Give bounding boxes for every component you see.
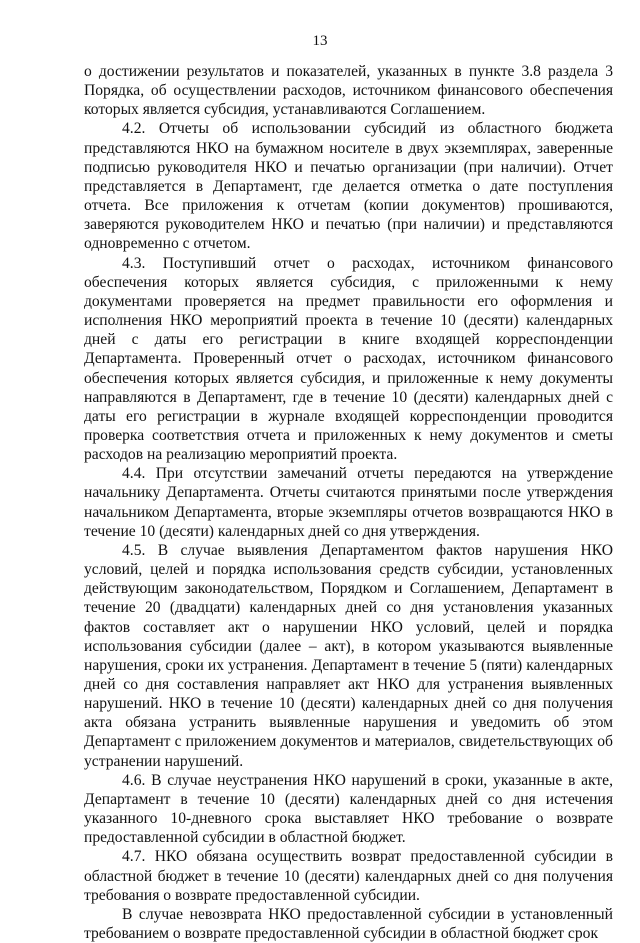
paragraph-4-7: 4.7. НКО обязана осуществить возврат предоставленной субсидии в областной бюджет в течение 10 (десяти) календарных дней со дня получения требования о возврате предоставленной субсидии. <box>84 848 613 904</box>
page-number: 13 <box>312 33 328 49</box>
paragraph-4-3: 4.3. Поступивший отчет о расходах, источником финансового обеспечения которых является субсидия, с приложенными к нему документами проверяется на предмет правильности его оформления и исполнения НКО мероприятий проекта в течение 10 (десяти) календарных дней с даты его регистрации в книге входящей корреспонденции Департамента. Проверенный отчет о расходах, источником финансового обеспечения которых является субсидия, и приложенные к нему документы направляются в Департамент, где в течение 10 (десяти) календарных дней с даты его регистрации в журнале входящей корреспонденции проводится проверка соответствия отчета и приложенных к нему документов и сметы расходов на реализацию мероприятий проекта. <box>84 254 613 464</box>
paragraph-4-2: 4.2. Отчеты об использовании субсидий из областного бюджета представляются НКО на бумажном носителе в двух экземплярах, заверенные подписью руководителя НКО и печатью организации (при наличии). Отчет представляется в Департамент, где делается отметка о дате поступления отчета. Все приложения к отчетам (копии документов) прошиваются, заверяются руководителем НКО и печатью (при наличии) и представляются одновременно с отчетом. <box>84 120 613 253</box>
document-body <box>84 62 613 943</box>
paragraph-4-6: 4.6. В случае неустранения НКО нарушений в сроки, указанные в акте, Департамент в течение 10 (десяти) календарных дней со дня истечения указанного 10-дневного срока выставляет НКО требование о возврате предоставленной субсидии в областной бюджет. <box>84 771 613 847</box>
paragraph-non-return: В случае невозврата НКО предоставленной субсидии в установленный требованием о возврате предоставленной субсидии в областной бюджет срок <box>84 905 613 943</box>
paragraph-4-5: 4.5. В случае выявления Департаментом фактов нарушения НКО условий, целей и порядка использования средств субсидии, установленных действующим законодательством, Порядком и Соглашением, Департамент в течение 20 (двадцати) календарных дней со дня установления указанных фактов составляет акт о нарушении НКО условий, целей и порядка использования субсидии (далее – акт), в котором указываются выявленные нарушения, сроки их устранения. Департамент в течение 5 (пяти) календарных дней со дня составления направляет акт НКО для устранения выявленных нарушений. НКО в течение 10 (десяти) календарных дней со дня получения акта обязана устранить выявленные нарушения и уведомить об этом Департамент с приложением документов и материалов, свидетельствующих об устранении нарушений. <box>84 541 613 770</box>
paragraph-4-4: 4.4. При отсутствии замечаний отчеты передаются на утверждение начальнику Департамента. Отчеты считаются принятыми после утверждения начальником Департамента, вторые экземпляры отчетов возвращаются НКО в течение 10 (десяти) календарных дней со дня утверждения. <box>84 465 613 540</box>
paragraph-continuation: о достижении результатов и показателей, указанных в пункте 3.8 раздела 3 Порядка, об осуществлении расходов, источником финансового обеспечения которых является субсидия, устанавливаются Соглашением. <box>84 63 613 119</box>
